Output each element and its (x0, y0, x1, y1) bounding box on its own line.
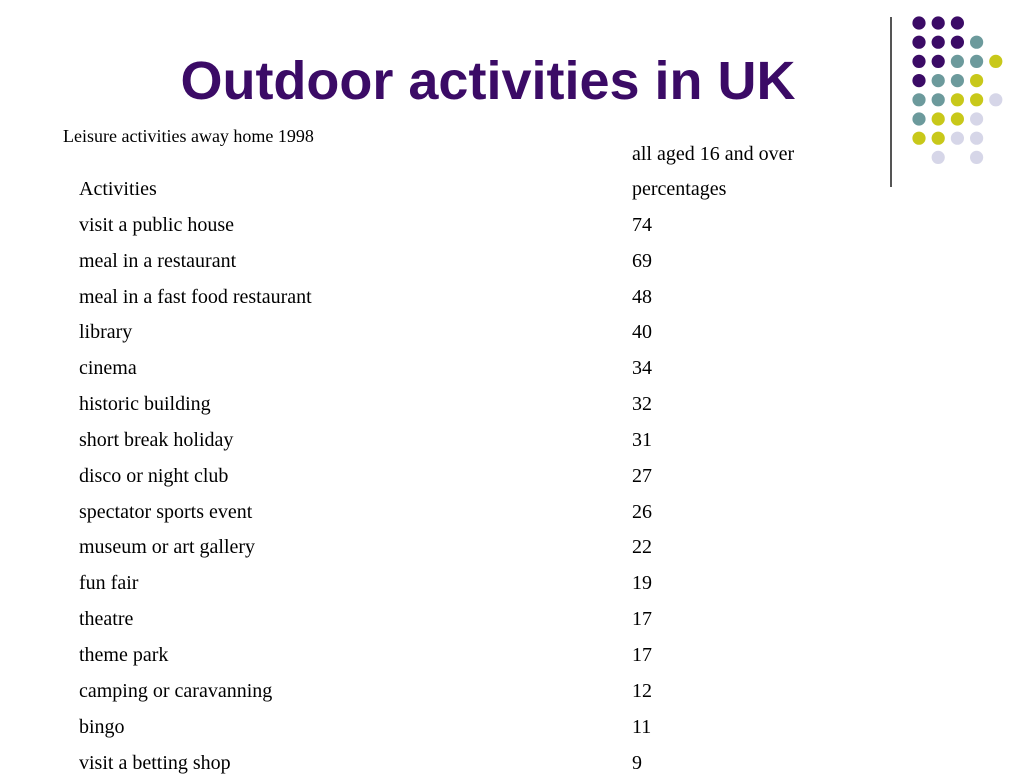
percentage-cell: 31 (632, 423, 652, 459)
decorative-divider (890, 17, 892, 187)
table-header-row (79, 172, 839, 208)
percentage-cell: 22 (632, 530, 652, 566)
table-row (79, 746, 839, 781)
decorative-dot (912, 16, 925, 29)
activity-cell: fun fair (79, 566, 138, 602)
decorative-dot (932, 112, 945, 125)
decorative-dot (932, 151, 945, 164)
decorative-dot (951, 132, 964, 145)
table-row (79, 459, 839, 495)
column-header-percentages: percentages (632, 172, 726, 208)
activity-cell: theatre (79, 602, 133, 638)
activity-cell: visit a public house (79, 208, 234, 244)
percentage-cell: 12 (632, 674, 652, 710)
percentage-cell: 69 (632, 244, 652, 280)
population-label: all aged 16 and over (632, 142, 794, 166)
table-row (79, 423, 839, 459)
percentage-cell: 32 (632, 387, 652, 423)
percentage-cell: 48 (632, 280, 652, 316)
table-row (79, 674, 839, 710)
percentage-cell: 26 (632, 495, 652, 531)
activity-cell: camping or caravanning (79, 674, 272, 710)
table-row (79, 244, 839, 280)
activity-cell: museum or art gallery (79, 530, 255, 566)
decorative-dot (951, 112, 964, 125)
table-row (79, 387, 839, 423)
percentage-cell: 9 (632, 746, 642, 781)
activity-cell: theme park (79, 638, 168, 674)
decorative-dot (951, 16, 964, 29)
percentage-cell: 17 (632, 602, 652, 638)
table-row (79, 566, 839, 602)
table-row (79, 315, 839, 351)
table-row (79, 495, 839, 531)
decorative-dot (932, 132, 945, 145)
decorative-dot (970, 151, 983, 164)
percentage-cell: 17 (632, 638, 652, 674)
activity-cell: historic building (79, 387, 211, 423)
table-row (79, 530, 839, 566)
table-row (79, 710, 839, 746)
activity-cell: cinema (79, 351, 137, 387)
activity-cell: meal in a restaurant (79, 244, 236, 280)
decorative-dot (989, 93, 1002, 106)
table-row (79, 208, 839, 244)
activity-cell: meal in a fast food restaurant (79, 280, 312, 316)
activity-cell: disco or night club (79, 459, 228, 495)
column-header-activities: Activities (79, 172, 157, 208)
activities-table (79, 172, 839, 781)
decorative-dot (970, 132, 983, 145)
percentage-cell: 74 (632, 208, 652, 244)
percentage-cell: 11 (632, 710, 651, 746)
decorative-dot (912, 132, 925, 145)
decorative-dot (970, 36, 983, 49)
percentage-cell: 27 (632, 459, 652, 495)
percentage-cell: 19 (632, 566, 652, 602)
activity-cell: short break holiday (79, 423, 233, 459)
decorative-dot (951, 36, 964, 49)
slide-title: Outdoor activities in UK (0, 48, 976, 114)
table-row (79, 280, 839, 316)
activity-cell: visit a betting shop (79, 746, 231, 781)
activity-cell: bingo (79, 710, 125, 746)
decorative-dot (912, 112, 925, 125)
table-row (79, 602, 839, 638)
percentage-cell: 34 (632, 351, 652, 387)
table-row (79, 638, 839, 674)
percentage-cell: 40 (632, 315, 652, 351)
decorative-dot (912, 36, 925, 49)
decorative-dot (970, 112, 983, 125)
decorative-dot (932, 16, 945, 29)
activity-cell: spectator sports event (79, 495, 252, 531)
table-row (79, 351, 839, 387)
decorative-dot (989, 55, 1002, 68)
decorative-dot (932, 36, 945, 49)
table-caption: Leisure activities away home 1998 (63, 125, 314, 147)
activity-cell: library (79, 315, 132, 351)
